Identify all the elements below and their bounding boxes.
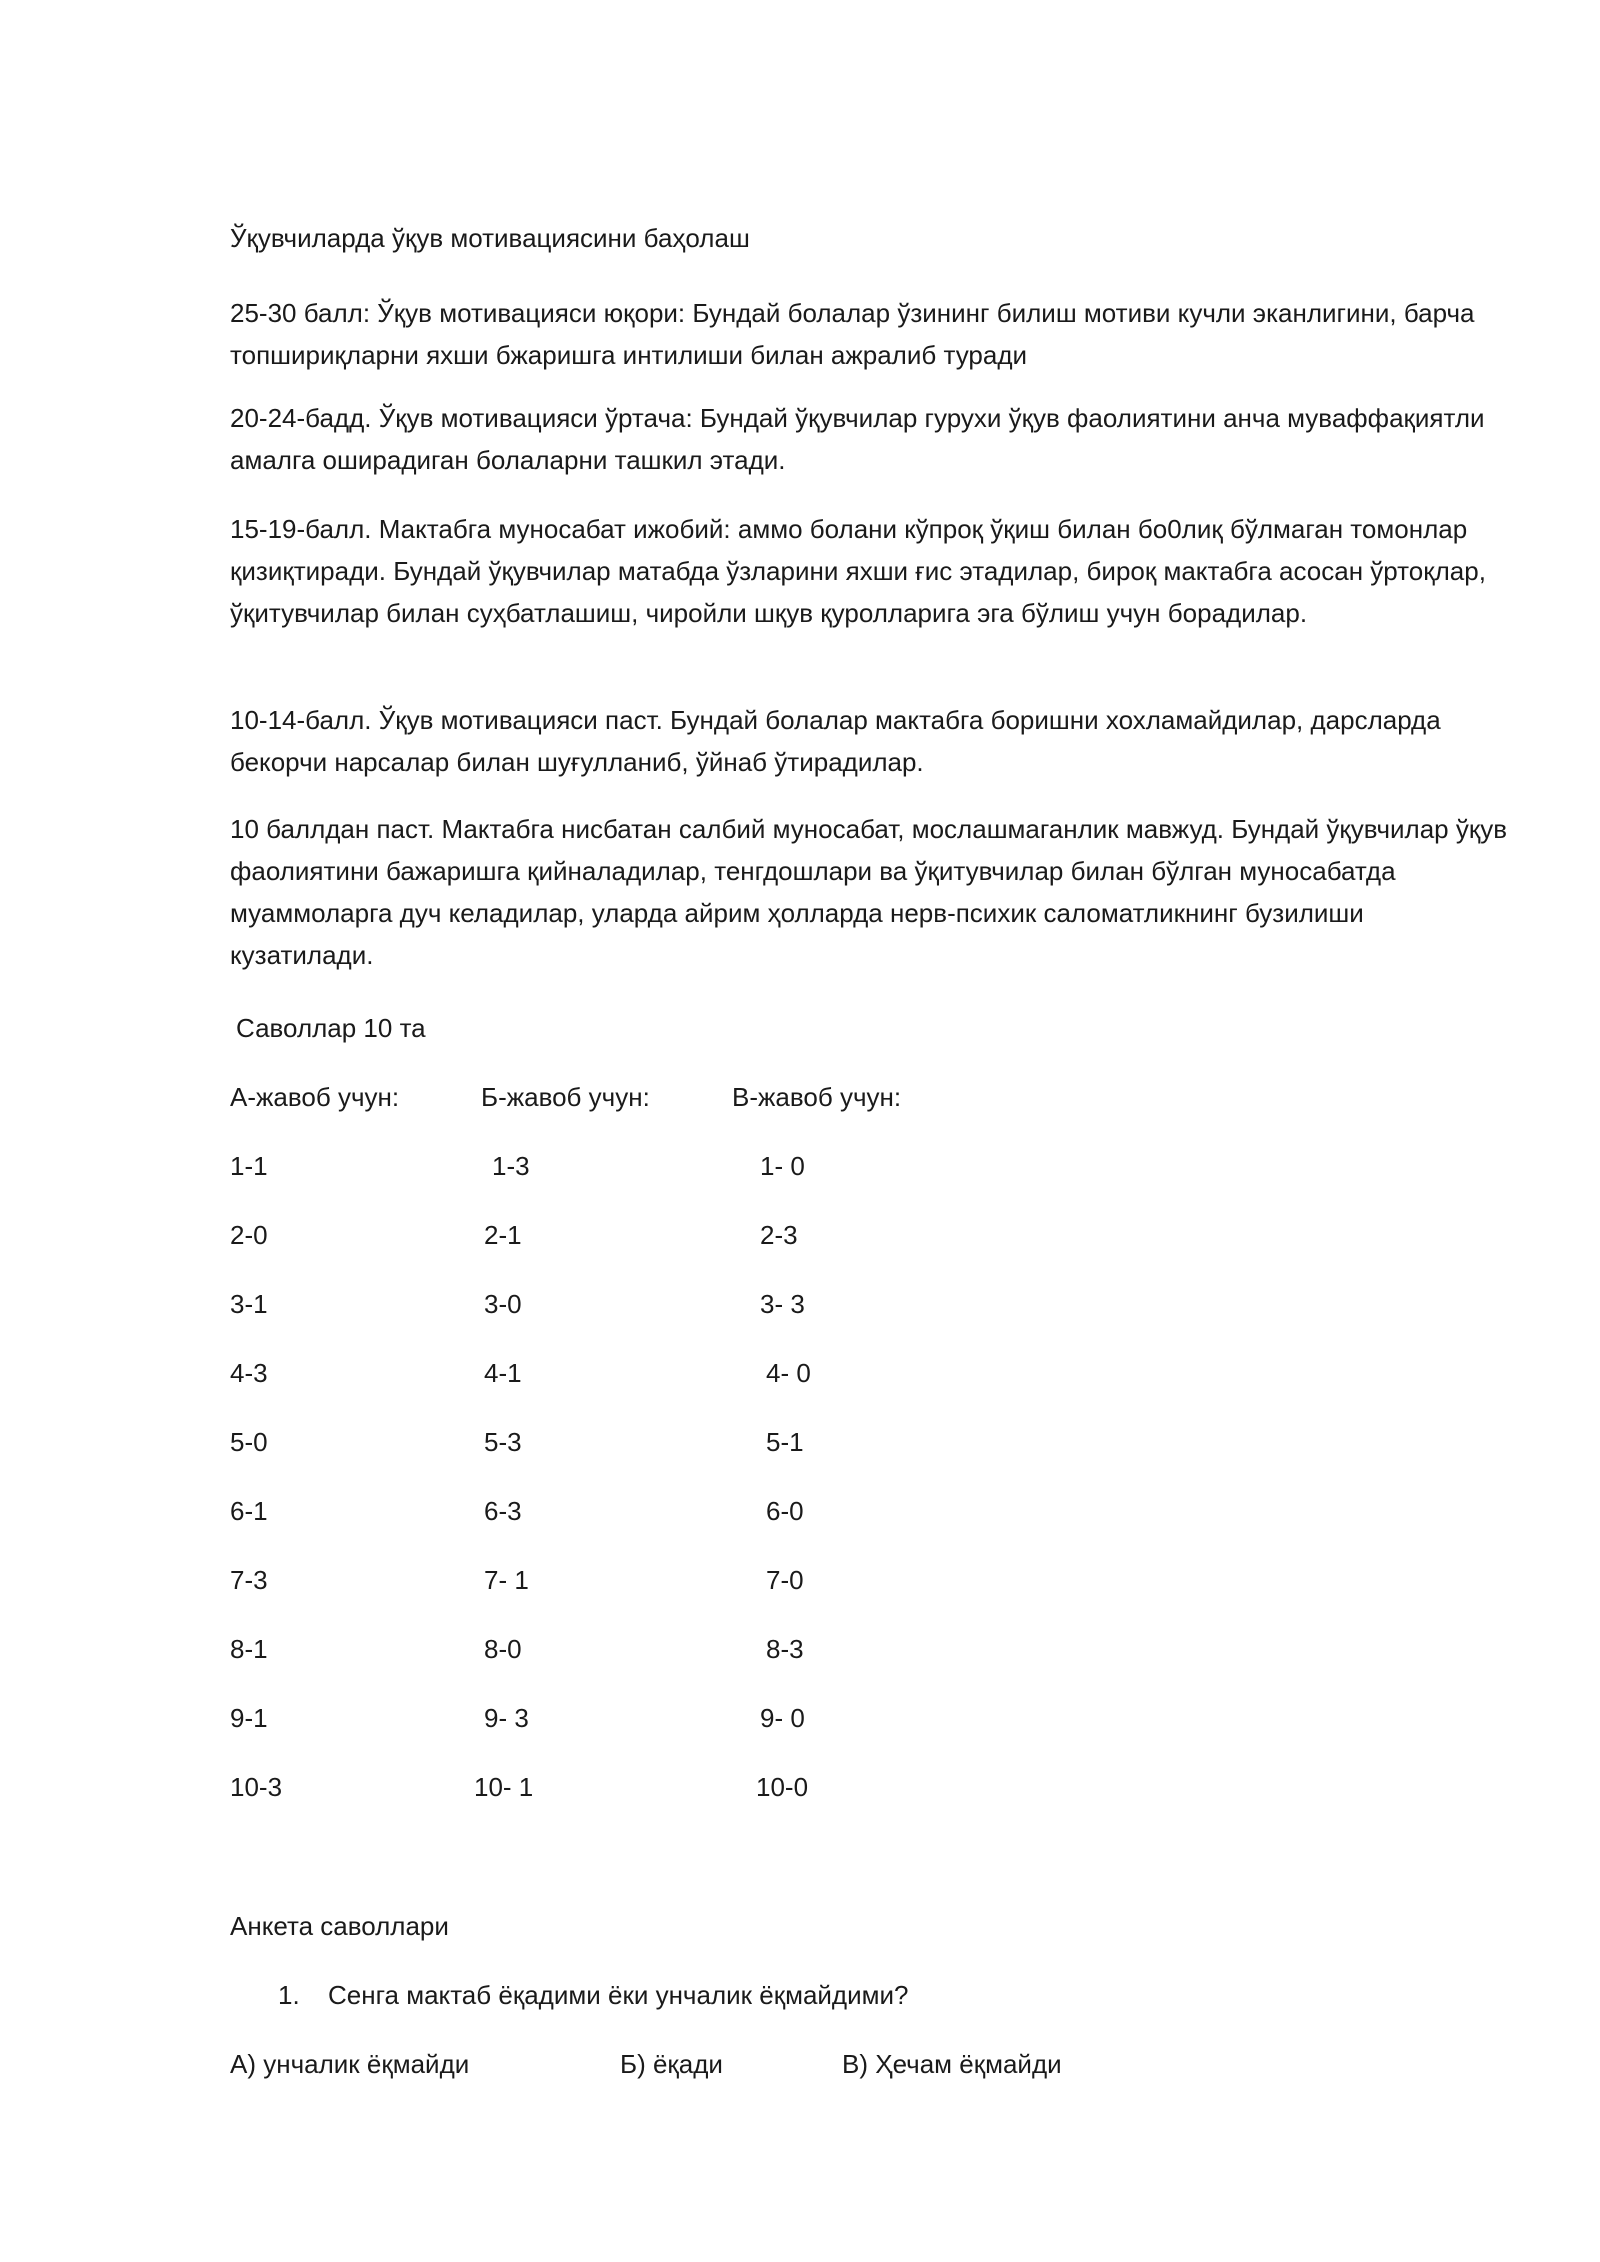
survey-question-text: Сенга мактаб ёқадими ёки унчалик ёқмайдими? — [328, 1980, 909, 2010]
survey-option-v: В) Ҳечам ёқмайди — [842, 2049, 1062, 2079]
paragraph-score-15-19: 15-19-балл. Мактабга муносабат ижобий: аммо болани кўпроқ ўқиш билан бо0лиқ бўлмаган томонлар қизиқтиради. Бундай ўқувчилар матабда ўзларини яхши ғис этадилар, бироқ мактабга асосан ўртоқлар, ўқитувчилар билан суҳбатлашиш, чиройли шқув қуролларига эга бўлиш учун борадилар. — [230, 514, 1486, 628]
survey-question-1 — [278, 1977, 908, 2013]
answer-key-cell: 9- 0 — [760, 1703, 805, 1733]
answer-key-cell: 9-1 — [230, 1703, 268, 1733]
answer-key-cell: 10- 1 — [474, 1772, 534, 1802]
answer-key-cell: 1- 0 — [760, 1151, 805, 1181]
paragraph-score-25-30: 25-30 балл: Ўқув мотивацияси юқори: Бундай болалар ўзининг билиш мотиви кучли эканлигини, барча топшириқларни яхши бжаришга интилиши билан ажралиб туради — [230, 298, 1475, 370]
answer-key-cell: 1-3 — [492, 1151, 530, 1181]
answer-key-header-b: Б-жавоб учун: — [481, 1082, 650, 1112]
paragraph-score-10-14: 10-14-балл. Ўқув мотивацияси паст. Бундай болалар мактабга боришни хохламайдилар, дарсларда бекорчи нарсалар билан шуғулланиб, ўйнаб ўтирадилар. — [230, 705, 1441, 777]
answer-key-cell: 3-1 — [230, 1289, 268, 1319]
document-title: Ўқувчиларда ўқув мотивациясини баҳолаш — [230, 223, 750, 253]
answer-key-cell: 2-1 — [484, 1220, 522, 1250]
answer-key-cell: 2-3 — [760, 1220, 798, 1250]
paragraph-score-20-24: 20-24-бадд. Ўқув мотивацияси ўртача: Бундай ўқувчилар гурухи ўқув фаолиятини анча муваффақиятли амалга оширадиган болаларни ташкил этади. — [230, 403, 1485, 475]
answer-key-cell: 3- 3 — [760, 1289, 805, 1319]
answer-key-cell: 2-0 — [230, 1220, 268, 1250]
survey-option-b: Б) ёқади — [620, 2049, 723, 2079]
answer-key-cell: 4-1 — [484, 1358, 522, 1388]
answer-key-cell: 10-0 — [756, 1772, 809, 1802]
answer-key-cell: 5-3 — [484, 1427, 522, 1457]
answer-key-cell: 1-1 — [230, 1151, 268, 1181]
answer-key-cell: 8-3 — [766, 1634, 804, 1664]
survey-option-a: А) унчалик ёқмайди — [230, 2049, 470, 2079]
survey-question-number: 1. — [278, 1980, 300, 2010]
survey-title: Анкета саволлари — [230, 1911, 449, 1941]
answer-key-cell: 5-1 — [766, 1427, 804, 1457]
answer-key-cell: 7-0 — [766, 1565, 804, 1595]
answer-key-header-a: А-жавоб учун: — [230, 1082, 400, 1112]
answer-key-cell: 6-1 — [230, 1496, 268, 1526]
answer-key-header-v: В-жавоб учун: — [732, 1082, 902, 1112]
answer-key-cell: 3-0 — [484, 1289, 522, 1319]
answer-key-cell: 8-0 — [484, 1634, 522, 1664]
paragraph-score-below-10: 10 баллдан паст. Мактабга нисбатан салбий муносабат, мослашмаганлик мавжуд. Бундай ўқувчилар ўқув фаолиятини бажаришга қийналадилар, тенгдошлари ва ўқитувчилар билан бўлган муносабатда муаммоларга дуч келадилар, уларда айрим ҳолларда нерв-психик саломатликнинг бузилиши кузатилади. — [230, 814, 1508, 970]
answer-key-cell: 8-1 — [230, 1634, 268, 1664]
answer-key-cell: 7- 1 — [484, 1565, 529, 1595]
answer-key-cell: 10-3 — [230, 1772, 283, 1802]
answer-key-cell: 9- 3 — [484, 1703, 529, 1733]
answer-key-cell: 4-3 — [230, 1358, 268, 1388]
answer-key-cell: 6-0 — [766, 1496, 804, 1526]
answer-key-cell: 6-3 — [484, 1496, 522, 1526]
answer-key-cell: 4- 0 — [766, 1358, 811, 1388]
answer-key-cell: 5-0 — [230, 1427, 268, 1457]
questions-count: Саволлар 10 та — [236, 1013, 426, 1043]
answer-key-cell: 7-3 — [230, 1565, 268, 1595]
